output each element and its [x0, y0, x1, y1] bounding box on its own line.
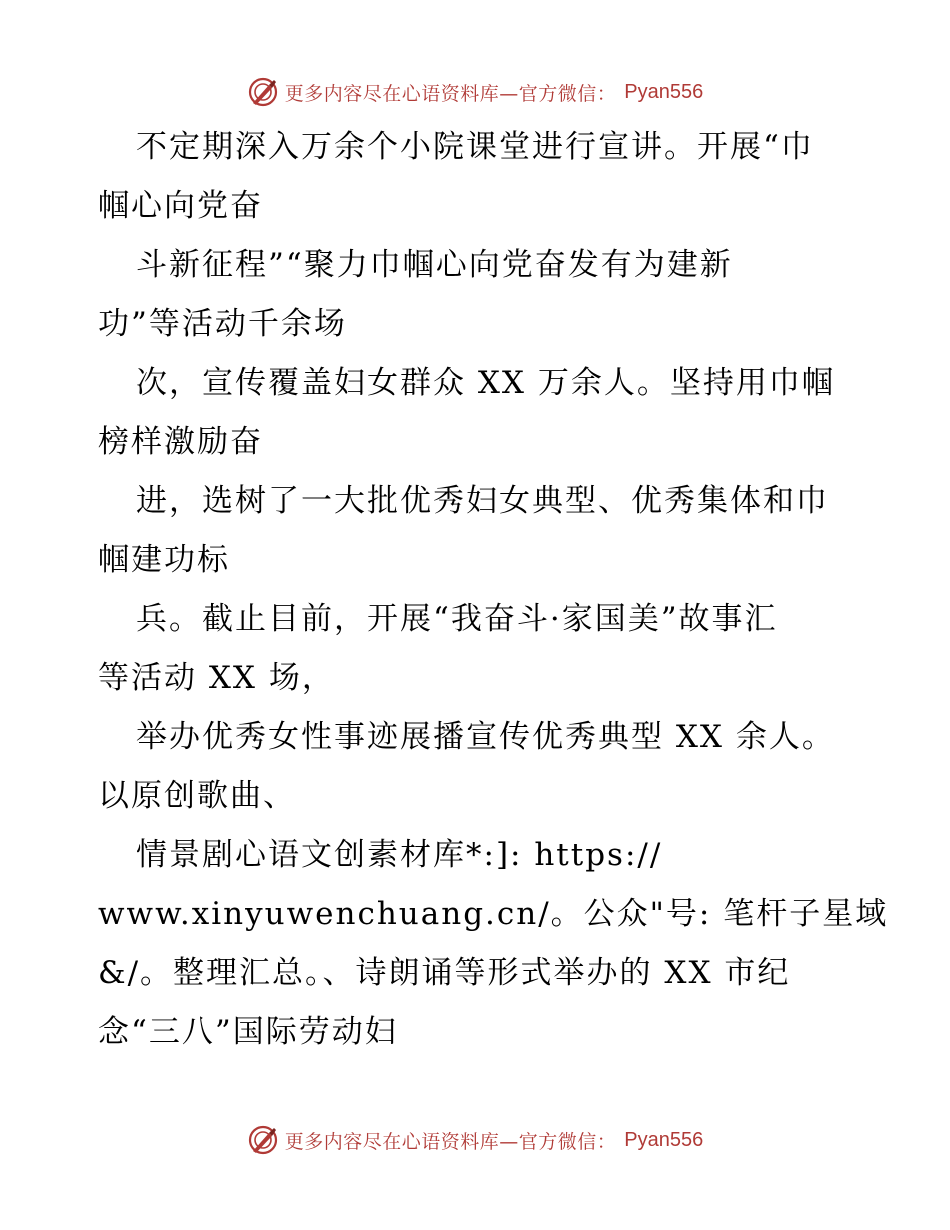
text-line: 帼心向党奋: [98, 188, 263, 224]
header-watermark-banner: [0, 72, 950, 112]
text-line: 帼建功标: [98, 542, 230, 578]
footer-watermark-banner: [0, 1120, 950, 1160]
header-watermark-text: 更多内容尽在心语资料库—官方微信：: [284, 82, 617, 105]
text-line: 功”等活动千余场: [98, 306, 347, 342]
text-line: 兵。截止目前，开展“我奋斗·家国美”故事汇: [136, 601, 778, 637]
text-line: 情景剧心语文创素材库*:]: https://: [136, 837, 663, 873]
text-line: 榜样激励奋: [98, 424, 263, 460]
text-line: 斗新征程”“聚力巾帼心向党奋发有为建新: [136, 247, 733, 283]
footer-watermark-content: [247, 1124, 703, 1156]
pen-logo-icon: [247, 76, 279, 108]
text-line: www.xinyuwenchuang.cn/。公众"号: 笔杆子星域: [98, 896, 889, 932]
text-line: 进，选树了一大批优秀妇女典型、优秀集体和巾: [136, 483, 829, 519]
text-line: 等活动 XX 场，: [98, 660, 335, 696]
footer-watermark-text: 更多内容尽在心语资料库—官方微信：: [284, 1130, 617, 1153]
text-line: 以原创歌曲、: [98, 778, 296, 814]
text-line: 念“三八”国际劳动妇: [98, 1014, 398, 1050]
text-line: 举办优秀女性事迹展播宣传优秀典型 XX 余人。: [136, 719, 835, 755]
text-line: 次，宣传覆盖妇女群众 XX 万余人。坚持用巾帼: [136, 365, 835, 401]
header-watermark-handle: Pyan556: [624, 80, 704, 103]
footer-watermark-handle: Pyan556: [624, 1128, 704, 1151]
text-line: 不定期深入万余个小院课堂进行宣讲。开展“巾: [136, 129, 814, 165]
document-body: [98, 118, 889, 1062]
pen-logo-icon: [247, 1124, 279, 1156]
text-line: &/。整理汇总。、诗朗诵等形式举办的 XX 市纪: [98, 955, 791, 991]
header-watermark-content: [247, 76, 703, 108]
